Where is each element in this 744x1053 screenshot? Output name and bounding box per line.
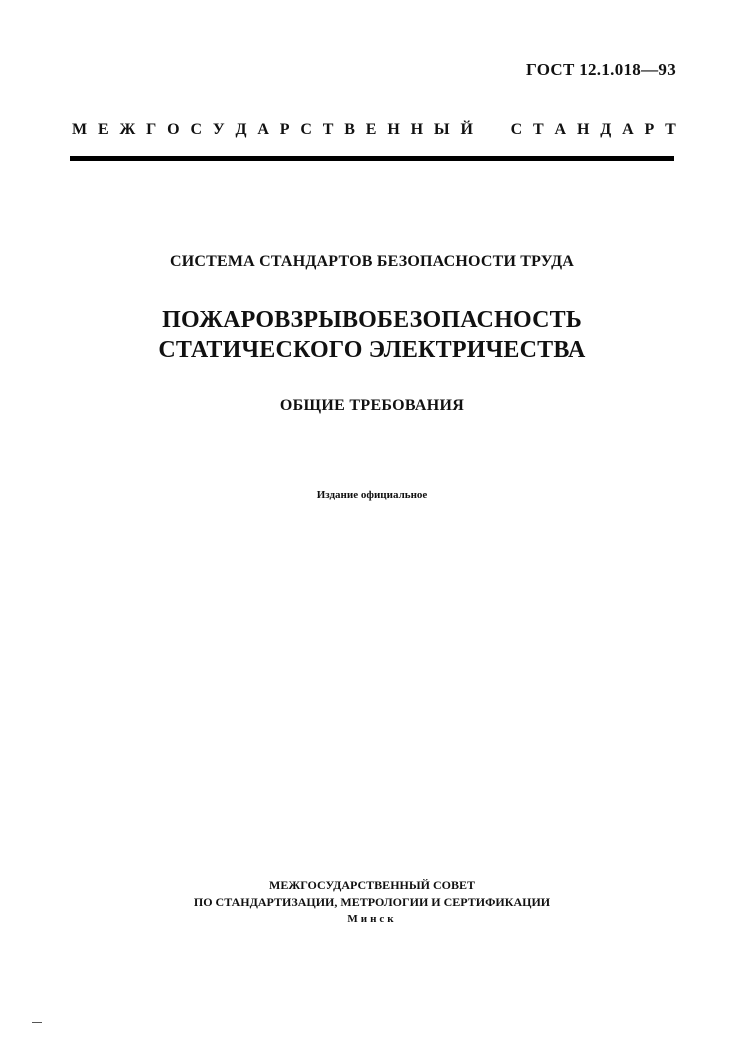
title-line-2: СТАТИЧЕСКОГО ЭЛЕКТРИЧЕСТВА [158,337,586,363]
header-divider [70,156,674,161]
title-line-1: ПОЖАРОВЗРЫВОБЕЗОПАСНОСТЬ [162,307,582,333]
page-corner-mark [32,1022,42,1023]
document-title [0,305,744,365]
publisher-line-1: МЕЖГОСУДАРСТВЕННЫЙ СОВЕТ [269,878,475,892]
standards-series-title: СИСТЕМА СТАНДАРТОВ БЕЗОПАСНОСТИ ТРУДА [169,253,575,270]
standard-type-text: М Е Ж Г О С У Д А Р С Т В Е Н Н Ы Й С Т А Н Д А Р Т [72,121,676,138]
document-number: ГОСТ 12.1.018—93 [526,60,676,79]
publisher-block [0,877,744,928]
publisher-city: Минск [347,913,397,925]
standard-type-heading [72,121,676,139]
publisher-line-2: ПО СТАНДАРТИЗАЦИИ, МЕТРОЛОГИИ И СЕРТИФИКАЦИИ [193,895,551,909]
document-subtitle: ОБЩИЕ ТРЕБОВАНИЯ [279,397,465,414]
edition-note: Издание официальное [316,489,428,501]
